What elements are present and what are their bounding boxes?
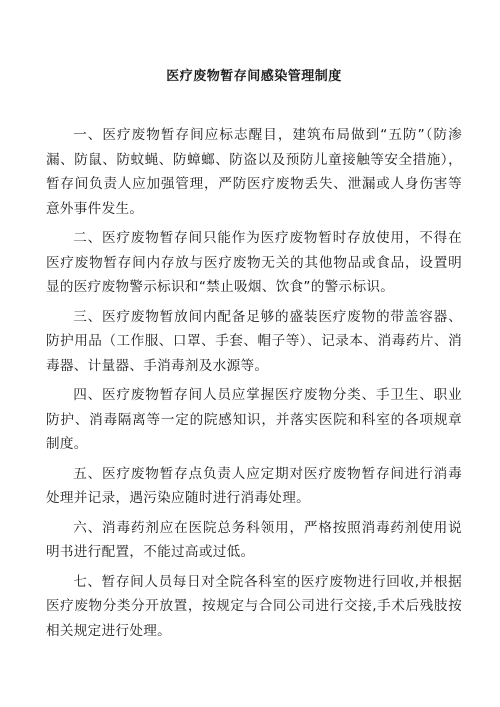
paragraph-5: 五、医疗废物暂存点负责人应定期对医疗废物暂存间进行消毒处理并记录，遇污染应随时进行消毒处理。 [46,465,462,506]
paragraph-3: 三、医疗废物暂放间内配备足够的盛装医疗废物的带盖容器、防护用品（工作服、口罩、手套、帽子等）、记录本、消毒药片、消毒器、计量器、手消毒剂及水源等。 [46,308,462,374]
paragraph-7: 七、暂存间人员每日对全院各科室的医疗废物进行回收,并根据医疗废物分类分开放置，按规定与合同公司进行交接,手术后残肢按相关规定进行处理。 [46,573,462,639]
paragraph-2: 二、医疗废物暂存间只能作为医疗废物暂时存放使用，不得在医疗废物暂存间内存放与医疗废物无关的其他物品或食品，设置明显的医疗废物警示标识和“禁止吸烟、饮食”的警示标识。 [46,230,462,295]
document-body [46,123,462,643]
document-title: 医疗废物暂存间感染管理制度 [166,69,342,84]
paragraph-4: 四、医疗废物暂存间人员应掌握医疗废物分类、手卫生、职业防护、消毒隔离等一定的院感知识，并落实医院和科室的各项规章制度。 [46,387,462,452]
paragraph-6: 六、消毒药剂应在医院总务科领用，严格按照消毒药剂使用说明书进行配置，不能过高或过低。 [46,519,462,560]
paragraph-1: 一、医疗废物暂存间应标志醒目，建筑布局做到“五防”（防渗漏、防鼠、防蚊蝇、防蟑螂、防盗以及预防儿童接触等安全措施），暂存间负责人应加强管理，严防医疗废物丢失、泄漏或人身伤害等意外事件发生。 [46,127,462,217]
